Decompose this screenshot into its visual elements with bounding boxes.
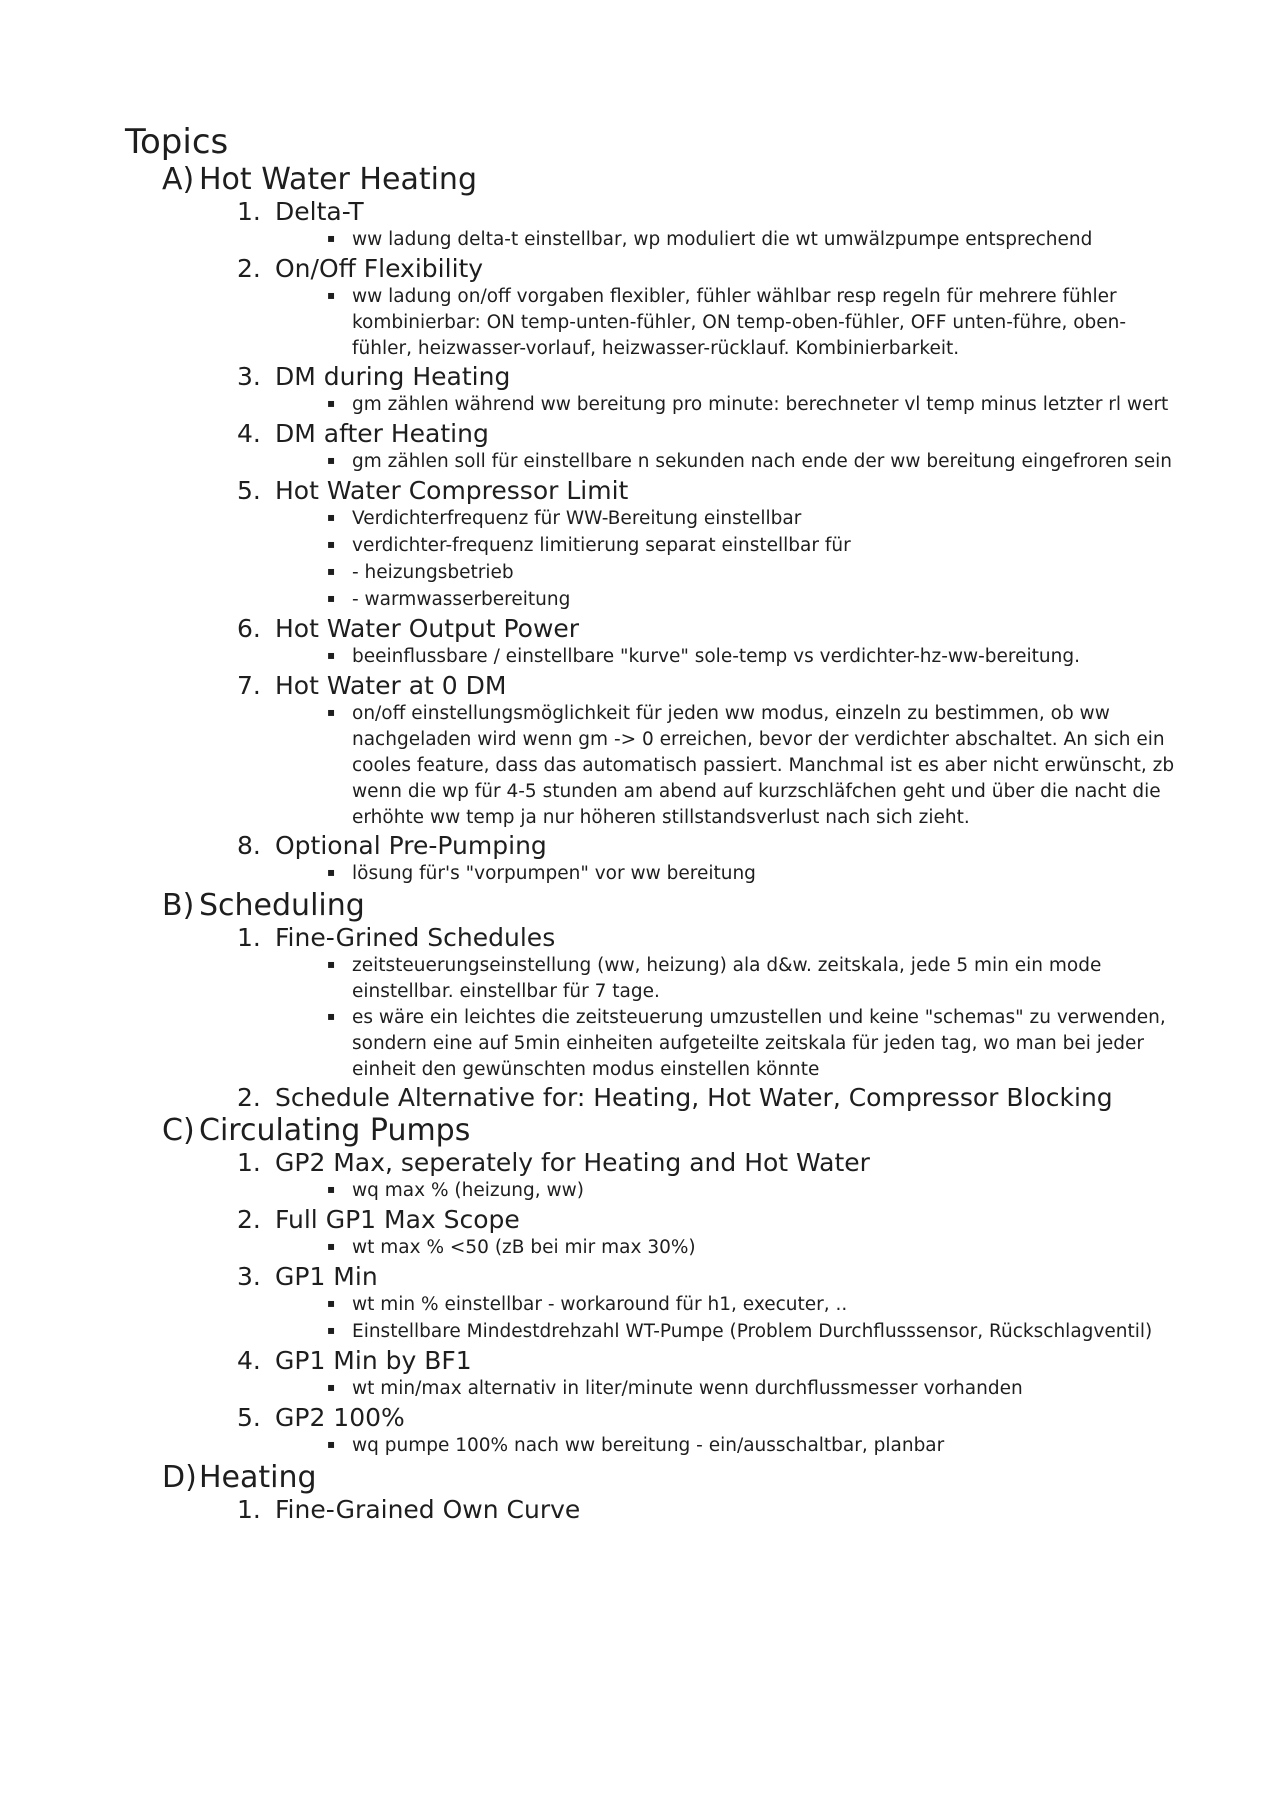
topic-title: Full GP1 Max Scope (275, 1205, 520, 1234)
bullet-item (313, 560, 1185, 587)
topic-number: 1. (237, 1495, 261, 1524)
bullet-item (313, 392, 1185, 419)
topic (199, 1083, 1185, 1113)
topic-heading (199, 831, 1185, 861)
bullet-list (199, 1235, 1185, 1262)
bullet-icon: ▪ (327, 1323, 336, 1337)
bullet-icon: ▪ (327, 537, 336, 551)
bullet-icon: ▪ (327, 591, 336, 605)
topic-heading (199, 614, 1185, 644)
topic-number: 6. (237, 614, 261, 643)
topic (199, 671, 1185, 831)
section-title: Hot Water Heating (199, 162, 477, 197)
bullet-text: es wäre ein leichtes die zeitsteuerung umzustellen und keine "schemas" zu verwenden, sondern eine auf 5min einheiten aufgeteilte zeitskala für jeden tag, wo man bei jeder einheit den gewünschten modus einstellen könnte (352, 1007, 1166, 1080)
bullet-item (313, 701, 1185, 831)
topic-heading (199, 1205, 1185, 1235)
topic-heading (199, 362, 1185, 392)
bullet-item (313, 1178, 1185, 1205)
section-heading (125, 889, 1185, 923)
bullet-icon: ▪ (327, 396, 336, 410)
topic-number: 4. (237, 419, 261, 448)
bullet-text: lösung für's "vorpumpen" vor ww bereitung (352, 863, 756, 884)
bullet-item (313, 227, 1185, 254)
section (125, 163, 1185, 888)
bullet-item (313, 1319, 1185, 1346)
bullet-list (199, 1292, 1185, 1346)
bullet-item (313, 953, 1185, 1005)
bullet-list (199, 1178, 1185, 1205)
section-title: Scheduling (199, 888, 365, 923)
topic-heading (199, 671, 1185, 701)
bullet-icon: ▪ (327, 231, 336, 245)
bullet-item (313, 1433, 1185, 1460)
bullet-item (313, 533, 1185, 560)
topic-title: DM after Heating (275, 419, 489, 448)
topic-number: 5. (237, 476, 261, 505)
bullet-text: wt min % einstellbar - workaround für h1, executer, .. (352, 1294, 848, 1315)
sections-list (125, 162, 1185, 1525)
topic-heading (199, 1148, 1185, 1178)
section-heading (125, 1114, 1185, 1148)
topic-heading (199, 1346, 1185, 1376)
topic-number: 3. (237, 362, 261, 391)
bullet-item (313, 587, 1185, 614)
topic-number: 2. (237, 1083, 261, 1112)
topic-title: GP2 100% (275, 1403, 405, 1432)
bullet-icon: ▪ (327, 1009, 336, 1023)
bullet-text: wq max % (heizung, ww) (352, 1180, 585, 1201)
bullet-icon: ▪ (327, 865, 336, 879)
bullet-text: wq pumpe 100% nach ww bereitung - ein/ausschaltbar, planbar (352, 1435, 945, 1456)
topic-title: Hot Water Compressor Limit (275, 476, 629, 505)
topic (199, 1495, 1185, 1525)
topic (199, 197, 1185, 254)
bullet-list (199, 1433, 1185, 1460)
bullet-list (199, 227, 1185, 254)
bullet-icon: ▪ (327, 1296, 336, 1310)
topic-number: 2. (237, 1205, 261, 1234)
topic-heading (199, 419, 1185, 449)
topic-number: 4. (237, 1346, 261, 1375)
topic (199, 1205, 1185, 1262)
bullet-list (199, 449, 1185, 476)
bullet-text: wt min/max alternativ in liter/minute wenn durchflussmesser vorhanden (352, 1378, 1023, 1399)
bullet-item (313, 1292, 1185, 1319)
bullet-text: zeitsteuerungseinstellung (ww, heizung) ala d&w. zeitskala, jede 5 min ein mode einstellbar. einstellbar für 7 tage. (352, 955, 1102, 1002)
bullet-text: - heizungsbetrieb (352, 562, 514, 583)
bullet-icon: ▪ (327, 1437, 336, 1451)
bullet-icon: ▪ (327, 564, 336, 578)
bullet-icon: ▪ (327, 957, 336, 971)
bullet-text: wt max % <50 (zB bei mir max 30%) (352, 1237, 696, 1258)
topic-title: Hot Water Output Power (275, 614, 580, 643)
topic-number: 7. (237, 671, 261, 700)
topic (199, 1346, 1185, 1403)
section-marker: A) (162, 162, 195, 197)
topic-heading (199, 1262, 1185, 1292)
topic (199, 254, 1185, 362)
topic-title: Fine-Grined Schedules (275, 923, 556, 952)
topic (199, 831, 1185, 888)
topic-heading (199, 1083, 1185, 1113)
section-title: Circulating Pumps (199, 1113, 471, 1148)
section-heading (125, 1461, 1185, 1495)
bullet-item (313, 644, 1185, 671)
topic-title: GP1 Min by BF1 (275, 1346, 472, 1375)
topic (199, 1262, 1185, 1346)
bullet-list (199, 392, 1185, 419)
section (125, 889, 1185, 1113)
page-title: Topics (125, 122, 229, 162)
section-heading (125, 163, 1185, 197)
topic (199, 419, 1185, 476)
bullet-item (313, 284, 1185, 362)
topic-heading (199, 1403, 1185, 1433)
section-marker: B) (162, 888, 195, 923)
bullet-text: beeinflussbare / einstellbare "kurve" sole-temp vs verdichter-hz-ww-bereitung. (352, 646, 1080, 667)
bullet-text: gm zählen soll für einstellbare n sekunden nach ende der ww bereitung eingefroren sein (352, 451, 1173, 472)
bullet-text: verdichter-frequenz limitierung separat einstellbar für (352, 535, 851, 556)
section-marker: D) (162, 1460, 197, 1495)
bullet-item (313, 861, 1185, 888)
topic-number: 3. (237, 1262, 261, 1291)
topic-number: 5. (237, 1403, 261, 1432)
section-title: Heating (199, 1460, 317, 1495)
topic-heading (199, 923, 1185, 953)
topic-heading (199, 1495, 1185, 1525)
bullet-icon: ▪ (327, 1182, 336, 1196)
bullet-item (313, 506, 1185, 533)
topic-number: 1. (237, 923, 261, 952)
topic-title: Fine-Grained Own Curve (275, 1495, 581, 1524)
topic-title: GP2 Max, seperately for Heating and Hot Water (275, 1148, 870, 1177)
topic (199, 923, 1185, 1083)
bullet-list (199, 644, 1185, 671)
bullet-list (199, 284, 1185, 362)
bullet-icon: ▪ (327, 705, 336, 719)
bullet-text: ww ladung delta-t einstellbar, wp moduliert die wt umwälzpumpe entsprechend (352, 229, 1093, 250)
topic (199, 1403, 1185, 1460)
bullet-list (199, 1376, 1185, 1403)
bullet-list (199, 506, 1185, 614)
topic-title: Delta-T (275, 197, 364, 226)
topic-title: GP1 Min (275, 1262, 378, 1291)
topic-heading (199, 476, 1185, 506)
topic-title: Optional Pre-Pumping (275, 831, 547, 860)
topic-title: DM during Heating (275, 362, 511, 391)
bullet-list (199, 861, 1185, 888)
topic-heading (199, 197, 1185, 227)
topic-number: 1. (237, 197, 261, 226)
section (125, 1461, 1185, 1525)
bullet-icon: ▪ (327, 648, 336, 662)
bullet-text: Verdichterfrequenz für WW-Bereitung einstellbar (352, 508, 802, 529)
topic (199, 362, 1185, 419)
bullet-item (313, 1376, 1185, 1403)
topic-title: Schedule Alternative for: Heating, Hot Water, Compressor Blocking (275, 1083, 1113, 1112)
bullet-item (313, 1235, 1185, 1262)
bullet-text: ww ladung on/off vorgaben flexibler, fühler wählbar resp regeln für mehrere fühler kombinierbar: ON temp-unten-fühler, ON temp-oben-fühler, OFF unten-führe, oben-fühler, heizwasser-vorlauf, heizwasser-rücklauf. Kombinierbarkeit. (352, 286, 1127, 359)
topic (199, 476, 1185, 614)
topic-heading (199, 254, 1185, 284)
section (125, 1114, 1185, 1460)
topic (199, 614, 1185, 671)
bullet-icon: ▪ (327, 1380, 336, 1394)
bullet-item (313, 449, 1185, 476)
topic-title: On/Off Flexibility (275, 254, 484, 283)
bullet-icon: ▪ (327, 288, 336, 302)
topic (199, 1148, 1185, 1205)
bullet-list (199, 701, 1185, 831)
bullet-icon: ▪ (327, 510, 336, 524)
bullet-text: on/off einstellungsmöglichkeit für jeden ww modus, einzeln zu bestimmen, ob ww nachgeladen wird wenn gm -> 0 erreichen, bevor der verdichter abschaltet. An sich ein cooles feature, dass das automatisch passiert. Manchmal ist es aber nicht erwünscht, zb wenn die wp für 4-5 stunden am abend auf kurzschläfchen geht und über die nacht die erhöhte ww temp ja nur höheren stillstandsverlust nach sich zieht. (352, 703, 1175, 828)
section-marker: C) (162, 1113, 195, 1148)
bullet-text: Einstellbare Mindestdrehzahl WT-Pumpe (Problem Durchflusssensor, Rückschlagventil) (352, 1321, 1153, 1342)
topic-number: 1. (237, 1148, 261, 1177)
bullet-icon: ▪ (327, 453, 336, 467)
bullet-list (199, 953, 1185, 1083)
bullet-text: - warmwasserbereitung (352, 589, 571, 610)
topic-number: 2. (237, 254, 261, 283)
topic-number: 8. (237, 831, 261, 860)
bullet-icon: ▪ (327, 1239, 336, 1253)
bullet-item (313, 1005, 1185, 1083)
topic-title: Hot Water at 0 DM (275, 671, 507, 700)
bullet-text: gm zählen während ww bereitung pro minute: berechneter vl temp minus letzter rl wert (352, 394, 1169, 415)
